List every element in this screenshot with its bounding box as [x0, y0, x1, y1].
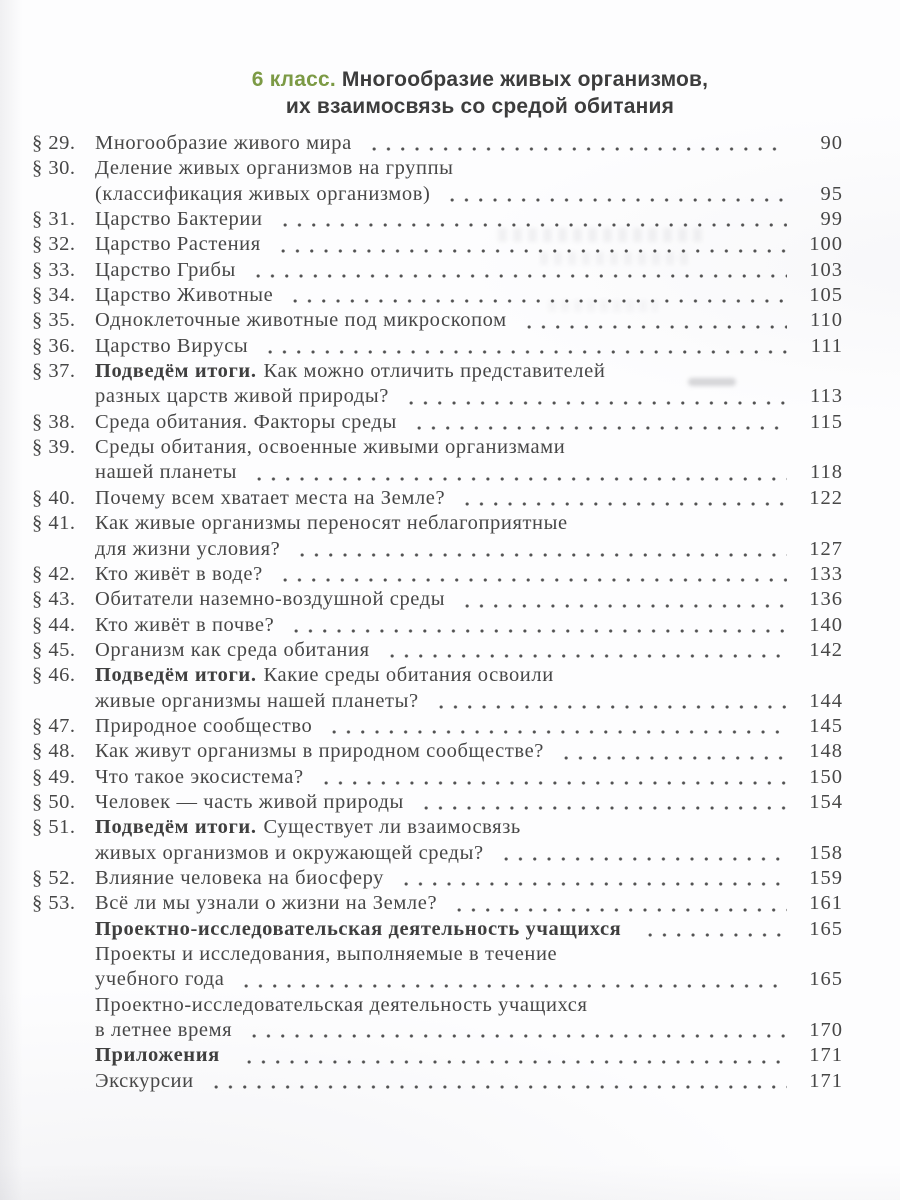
- dot-leader: [457, 587, 787, 612]
- toc-entry-title: [95, 460, 237, 485]
- section-number: § 33.: [32, 258, 76, 281]
- toc-row: [32, 967, 843, 992]
- dot-leader: [286, 613, 787, 638]
- toc-entry-title-bold: Проектно-исследовательская деятельность учащихся: [95, 917, 622, 940]
- toc-entry-title: [95, 613, 274, 638]
- toc-entry-title: [95, 587, 445, 612]
- section-number: § 42.: [32, 562, 76, 585]
- page-number: 148: [809, 740, 843, 763]
- section-number: § 52.: [32, 866, 76, 889]
- toc-entry-title: [95, 283, 273, 308]
- toc-row: [32, 1043, 843, 1068]
- toc-entry-title: [95, 638, 370, 663]
- toc-row: [32, 435, 843, 460]
- page-number: 170: [809, 1019, 843, 1042]
- page-number: 100: [809, 233, 843, 256]
- toc-entry-title-text: Царство Растения: [95, 233, 261, 256]
- toc-entry-title-bold: Подведём итоги.: [95, 360, 257, 383]
- toc-row: [32, 511, 843, 536]
- toc-entry-title-text: нашей планеты: [95, 461, 237, 484]
- toc-entry-title-text: разных царств живой природы?: [95, 385, 389, 408]
- toc-row: [32, 689, 843, 714]
- toc-entry-title-text: Как живут организмы в природном сообществе?: [95, 740, 544, 763]
- page-number: 144: [809, 689, 843, 712]
- page-number: 115: [810, 410, 843, 433]
- toc-entry-title: [95, 1069, 194, 1094]
- dot-leader: [275, 207, 787, 232]
- toc-entry-title: [95, 891, 437, 916]
- toc-row: [32, 131, 843, 156]
- toc-row: [32, 587, 843, 612]
- toc-row: [32, 410, 843, 435]
- toc-entry-title-text: Кто живёт в почве?: [95, 613, 275, 636]
- toc-entry-title: [95, 942, 557, 967]
- toc-entry-title-text: Экскурсии: [95, 1069, 194, 1092]
- toc-entry-title: [95, 917, 628, 942]
- page-number: 158: [809, 841, 843, 864]
- toc-row: [32, 942, 843, 967]
- toc-row: [32, 739, 843, 764]
- section-number: § 38.: [32, 410, 76, 433]
- page-number: 136: [809, 588, 843, 611]
- toc-entry-title: [95, 308, 507, 333]
- toc-entry-title: [95, 765, 304, 790]
- page-number: 90: [820, 132, 843, 154]
- dot-leader: [640, 917, 787, 942]
- toc-row: [32, 384, 843, 409]
- toc-entry-title-text: Всё ли мы узнали о жизни на Земле?: [95, 892, 438, 915]
- section-number: § 51.: [32, 816, 76, 839]
- toc-entry-title: [95, 739, 544, 764]
- toc-entry-title-text: Влияние человека на биосферу: [95, 866, 385, 889]
- toc-entry-title: [95, 1043, 227, 1068]
- dot-leader: [244, 1018, 787, 1043]
- page-number: 154: [809, 790, 843, 813]
- toc-entry-title: [95, 1018, 232, 1043]
- toc-entry-title-text: Деление живых организмов на группы: [95, 157, 454, 180]
- toc-entry-title: [95, 359, 605, 384]
- page-number: 122: [809, 486, 843, 509]
- toc-entry-title: [95, 663, 554, 688]
- page-number: 113: [810, 385, 843, 408]
- toc-entry-title: [95, 511, 568, 536]
- toc-row: [32, 562, 843, 587]
- toc-row: [32, 993, 843, 1018]
- dot-leader: [249, 460, 787, 485]
- page-number: 165: [809, 968, 843, 991]
- dot-leader: [260, 334, 787, 359]
- dot-leader: [285, 283, 787, 308]
- section-number: § 47.: [32, 714, 76, 737]
- toc-row: [32, 460, 843, 485]
- page-number: 165: [809, 917, 843, 940]
- toc-entry-title: [95, 866, 384, 891]
- page-number: 127: [809, 537, 843, 560]
- page-number: 159: [809, 866, 843, 889]
- page-number: 111: [810, 334, 843, 357]
- toc-entry-title: [95, 156, 454, 181]
- toc-entry-title-text: Среда обитания. Факторы среды: [95, 410, 397, 433]
- dot-leader: [248, 258, 787, 283]
- dot-leader: [364, 131, 787, 156]
- toc-entry-title: [95, 334, 248, 359]
- section-number: § 34.: [32, 284, 76, 307]
- chapter-title-line2: их взаимосвязь со средой обитания: [285, 95, 675, 118]
- section-number: § 46.: [32, 664, 76, 687]
- section-number: § 32.: [32, 233, 76, 256]
- dot-leader: [556, 739, 787, 764]
- page-number: 103: [809, 258, 843, 281]
- toc-row: [32, 359, 843, 384]
- toc-row: [32, 537, 843, 562]
- toc-entry-title: [95, 435, 565, 460]
- toc-entry-title-text: Как живые организмы переносят неблагоприятные: [95, 512, 568, 535]
- page-number: 105: [809, 284, 843, 307]
- dot-leader: [324, 714, 787, 739]
- toc-entry-title-text: Среды обитания, освоенные живыми организмами: [95, 436, 566, 459]
- section-number: § 44.: [32, 613, 76, 636]
- toc-entry-title-text: Какие среды обитания освоили: [263, 664, 554, 687]
- toc-entry-title-text: Кто живёт в воде?: [95, 562, 263, 585]
- toc-entry-title-text: Одноклеточные животные под микроскопом: [95, 309, 507, 332]
- toc-entry-title: [95, 815, 521, 840]
- toc-row: [32, 815, 843, 840]
- section-number: § 39.: [32, 436, 76, 459]
- toc-entry-title-text: для жизни условия?: [95, 537, 281, 560]
- toc-entry-title-text: Природное сообщество: [95, 714, 313, 737]
- toc-entry-title-text: Проектно-исследовательская деятельность учащихся: [95, 993, 588, 1016]
- toc-row: [32, 182, 843, 207]
- toc-entry-title-text: (классификация живых организмов): [95, 182, 431, 205]
- toc-row: [32, 207, 843, 232]
- toc-row: [32, 156, 843, 181]
- toc-entry-title: [95, 384, 389, 409]
- toc-row: [32, 334, 843, 359]
- toc-entry-title: [95, 993, 588, 1018]
- section-number: § 48.: [32, 740, 76, 763]
- page-number: 161: [809, 892, 843, 915]
- toc-entry-title: [95, 131, 352, 156]
- dot-leader: [239, 1043, 787, 1068]
- toc-row: [32, 765, 843, 790]
- toc-entry-title-text: Организм как среда обитания: [95, 638, 370, 661]
- toc-entry-title-text: Что такое экосистема?: [95, 765, 304, 788]
- toc-entry-title: [95, 967, 224, 992]
- toc-entry-title: [95, 790, 404, 815]
- page-number: 118: [810, 461, 843, 484]
- section-number: § 30.: [32, 157, 76, 180]
- dot-leader: [431, 689, 787, 714]
- section-number: § 36.: [32, 334, 76, 357]
- toc-row: [32, 638, 843, 663]
- toc-row: [32, 663, 843, 688]
- section-number: § 31.: [32, 208, 76, 231]
- toc-entry-title-text: в летнее время: [95, 1019, 233, 1042]
- toc-row: [32, 1018, 843, 1043]
- page-number: 99: [820, 208, 843, 231]
- toc-entry-title-bold: Подведём итоги.: [95, 816, 257, 839]
- page-number: 142: [809, 638, 843, 661]
- toc-entry-title-text: Человек — часть живой природы: [95, 790, 404, 813]
- dot-leader: [457, 486, 787, 511]
- chapter-title-line1: Многообразие живых организмов,: [341, 68, 709, 91]
- dot-leader: [292, 537, 787, 562]
- toc-entry-title: [95, 537, 280, 562]
- dot-leader: [206, 1069, 787, 1094]
- section-number: § 43.: [32, 588, 76, 611]
- dot-leader: [273, 232, 787, 257]
- dot-leader: [442, 182, 787, 207]
- toc-row: [32, 866, 843, 891]
- dot-leader: [316, 765, 787, 790]
- dot-leader: [275, 562, 787, 587]
- toc-entry-title: [95, 232, 261, 257]
- page-number: 140: [809, 613, 843, 636]
- toc-entry-title: [95, 562, 263, 587]
- section-number: § 50.: [32, 790, 76, 813]
- toc-row: [32, 283, 843, 308]
- dot-leader: [409, 410, 787, 435]
- page-number: 110: [810, 309, 843, 332]
- dot-leader: [236, 967, 787, 992]
- toc-entry-title: [95, 207, 263, 232]
- toc-entry-title: [95, 410, 397, 435]
- toc-entry-title-text: Многообразие живого мира: [95, 132, 352, 154]
- toc-row: [32, 790, 843, 815]
- toc-row: [32, 1069, 843, 1094]
- section-number: § 53.: [32, 892, 76, 915]
- section-number: § 41.: [32, 512, 76, 535]
- toc-entry-title-text: учебного года: [95, 968, 225, 991]
- toc-entry-title-text: Царство Вирусы: [95, 334, 249, 357]
- toc-entry-title-text: Проекты и исследования, выполняемые в течение: [95, 943, 558, 965]
- page-number: 95: [820, 182, 843, 205]
- toc-entry-title-text: живых организмов и окружающей среды?: [95, 841, 484, 864]
- toc-row: [32, 232, 843, 257]
- toc-entry-title-bold: Приложения: [95, 1044, 220, 1067]
- toc-entry-title: [95, 714, 312, 739]
- toc-entry-title-text: Обитатели наземно-воздушной среды: [95, 588, 446, 611]
- dot-leader: [496, 841, 787, 866]
- dot-leader: [396, 866, 787, 891]
- toc-entry-title-text: Почему всем хватает места на Земле?: [95, 486, 446, 509]
- toc-row: [32, 891, 843, 916]
- table-of-contents: [32, 131, 843, 1094]
- dot-leader: [401, 384, 787, 409]
- toc-entry-title-text: Существует ли взаимосвязь: [263, 816, 521, 839]
- chapter-header: [130, 0, 830, 120]
- page-number: 133: [809, 562, 843, 585]
- section-number: § 29.: [32, 132, 76, 154]
- dot-leader: [519, 308, 787, 333]
- toc-row: [32, 613, 843, 638]
- page-number: 150: [809, 765, 843, 788]
- toc-row: [32, 917, 843, 942]
- toc-entry-title-text: Как можно отличить представителей: [263, 360, 606, 383]
- toc-entry-title-text: Царство Грибы: [95, 258, 236, 281]
- toc-entry-title-bold: Подведём итоги.: [95, 664, 257, 687]
- page-number: 171: [809, 1069, 843, 1092]
- section-number: § 45.: [32, 638, 76, 661]
- page-number: 171: [809, 1044, 843, 1067]
- toc-entry-title: [95, 689, 419, 714]
- toc-entry-title: [95, 486, 445, 511]
- toc-row: [32, 258, 843, 283]
- page-number: 145: [809, 714, 843, 737]
- toc-entry-title: [95, 258, 236, 283]
- dot-leader: [416, 790, 787, 815]
- toc-row: [32, 308, 843, 333]
- grade-label: 6 класс.: [251, 68, 336, 91]
- toc-entry-title: [95, 182, 430, 207]
- toc-entry-title: [95, 841, 484, 866]
- toc-row: [32, 841, 843, 866]
- section-number: § 40.: [32, 486, 76, 509]
- toc-row: [32, 486, 843, 511]
- dot-leader: [449, 891, 787, 916]
- chapter-header-line1: [130, 66, 830, 93]
- section-number: § 49.: [32, 765, 76, 788]
- toc-entry-title-text: Царство Животные: [95, 284, 274, 307]
- toc-row: [32, 714, 843, 739]
- toc-entry-title-text: живые организмы нашей планеты?: [95, 689, 419, 712]
- section-number: § 35.: [32, 309, 76, 332]
- dot-leader: [382, 638, 787, 663]
- toc-entry-title-text: Царство Бактерии: [95, 208, 263, 231]
- section-number: § 37.: [32, 360, 76, 383]
